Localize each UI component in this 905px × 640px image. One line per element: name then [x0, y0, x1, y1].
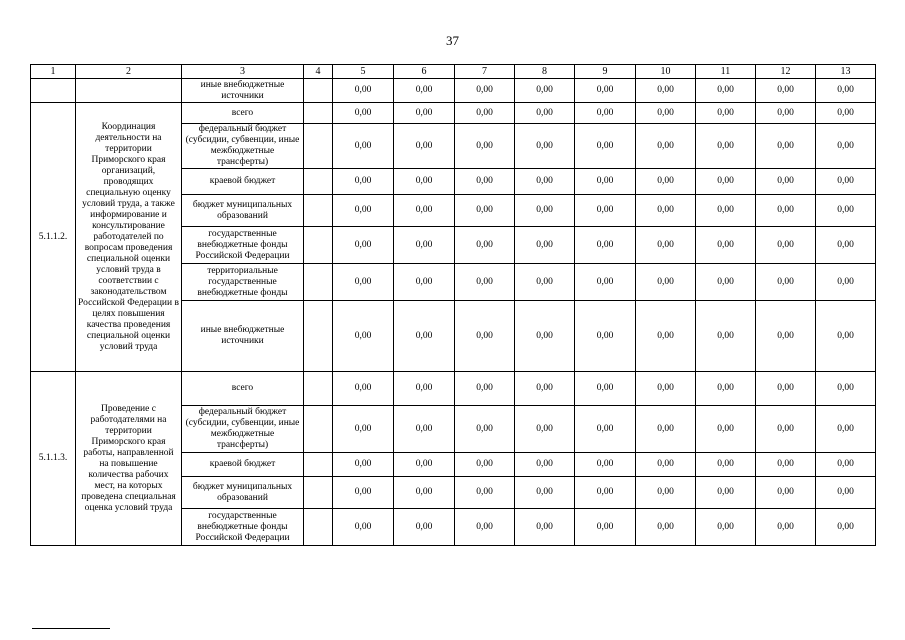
column-4-cell	[304, 169, 333, 195]
value-cell: 0,00	[816, 103, 876, 124]
value-cell: 0,00	[816, 453, 876, 477]
value-cell: 0,00	[515, 372, 575, 406]
value-cell: 0,00	[756, 169, 816, 195]
value-cell: 0,00	[455, 453, 515, 477]
column-header: 5	[333, 65, 394, 79]
value-cell: 0,00	[333, 195, 394, 227]
value-cell: 0,00	[575, 372, 636, 406]
value-cell: 0,00	[696, 509, 756, 546]
value-cell: 0,00	[696, 453, 756, 477]
column-4-cell	[304, 195, 333, 227]
code-cell	[31, 79, 76, 103]
value-cell: 0,00	[333, 301, 394, 372]
value-cell: 0,00	[575, 509, 636, 546]
footnote-rule	[32, 628, 110, 629]
value-cell: 0,00	[455, 509, 515, 546]
value-cell: 0,00	[756, 195, 816, 227]
value-cell: 0,00	[636, 406, 696, 453]
column-4-cell	[304, 124, 333, 169]
value-cell: 0,00	[816, 195, 876, 227]
value-cell: 0,00	[696, 477, 756, 509]
value-cell: 0,00	[515, 195, 575, 227]
column-header: 1	[31, 65, 76, 79]
funding-source: федеральный бюджет (субсидии, субвенции, иные межбюджетные трансферты)	[182, 406, 304, 453]
value-cell: 0,00	[575, 264, 636, 301]
value-cell: 0,00	[394, 227, 455, 264]
value-cell: 0,00	[575, 195, 636, 227]
value-cell: 0,00	[756, 406, 816, 453]
value-cell: 0,00	[756, 124, 816, 169]
column-4-cell	[304, 79, 333, 103]
value-cell: 0,00	[756, 509, 816, 546]
value-cell: 0,00	[394, 103, 455, 124]
value-cell: 0,00	[756, 453, 816, 477]
value-cell: 0,00	[333, 406, 394, 453]
value-cell: 0,00	[696, 406, 756, 453]
value-cell: 0,00	[636, 124, 696, 169]
funding-source: бюджет муниципальных образований	[182, 195, 304, 227]
value-cell: 0,00	[394, 79, 455, 103]
value-cell: 0,00	[756, 264, 816, 301]
measure-code: 5.1.1.2.	[31, 103, 76, 372]
measure-name: Координация деятельности на территории Приморского края организаций, проводящих специальную оценку условий труда, а также информирование и консультирование работодателей по вопросам проведения специальной оценки условий труда в соответствии с законодательством Российской Федерации в целях повышения качества проведения специальной оценки условий труда	[76, 103, 182, 372]
value-cell: 0,00	[394, 195, 455, 227]
value-cell: 0,00	[575, 169, 636, 195]
funding-source: краевой бюджет	[182, 453, 304, 477]
value-cell: 0,00	[636, 195, 696, 227]
funding-source: всего	[182, 103, 304, 124]
value-cell: 0,00	[515, 227, 575, 264]
funding-source: территориальные государственные внебюджетные фонды	[182, 264, 304, 301]
column-header: 10	[636, 65, 696, 79]
value-cell: 0,00	[636, 264, 696, 301]
budget-table	[30, 64, 876, 546]
value-cell: 0,00	[575, 227, 636, 264]
value-cell: 0,00	[575, 301, 636, 372]
value-cell: 0,00	[756, 477, 816, 509]
measure-code: 5.1.1.3.	[31, 372, 76, 546]
value-cell: 0,00	[756, 372, 816, 406]
value-cell: 0,00	[455, 301, 515, 372]
value-cell: 0,00	[515, 103, 575, 124]
table-row	[31, 372, 876, 406]
value-cell: 0,00	[455, 169, 515, 195]
value-cell: 0,00	[816, 264, 876, 301]
column-header: 12	[756, 65, 816, 79]
value-cell: 0,00	[696, 103, 756, 124]
value-cell: 0,00	[394, 301, 455, 372]
value-cell: 0,00	[696, 227, 756, 264]
value-cell: 0,00	[455, 227, 515, 264]
value-cell: 0,00	[816, 124, 876, 169]
funding-source: государственные внебюджетные фонды Российской Федерации	[182, 227, 304, 264]
table-row	[31, 79, 876, 103]
value-cell: 0,00	[394, 124, 455, 169]
value-cell: 0,00	[333, 103, 394, 124]
column-header: 3	[182, 65, 304, 79]
value-cell: 0,00	[575, 79, 636, 103]
value-cell: 0,00	[636, 169, 696, 195]
value-cell: 0,00	[394, 406, 455, 453]
value-cell: 0,00	[394, 509, 455, 546]
column-header: 6	[394, 65, 455, 79]
column-4-cell	[304, 372, 333, 406]
value-cell: 0,00	[455, 124, 515, 169]
value-cell: 0,00	[515, 406, 575, 453]
value-cell: 0,00	[575, 477, 636, 509]
value-cell: 0,00	[333, 264, 394, 301]
value-cell: 0,00	[455, 195, 515, 227]
value-cell: 0,00	[333, 227, 394, 264]
value-cell: 0,00	[636, 79, 696, 103]
value-cell: 0,00	[816, 509, 876, 546]
column-header: 11	[696, 65, 756, 79]
name-cell	[76, 79, 182, 103]
value-cell: 0,00	[696, 372, 756, 406]
value-cell: 0,00	[455, 264, 515, 301]
value-cell: 0,00	[816, 169, 876, 195]
column-4-cell	[304, 227, 333, 264]
column-4-cell	[304, 477, 333, 509]
value-cell: 0,00	[515, 453, 575, 477]
funding-source: бюджет муниципальных образований	[182, 477, 304, 509]
value-cell: 0,00	[696, 195, 756, 227]
value-cell: 0,00	[333, 509, 394, 546]
value-cell: 0,00	[515, 169, 575, 195]
value-cell: 0,00	[575, 103, 636, 124]
column-4-cell	[304, 264, 333, 301]
value-cell: 0,00	[515, 79, 575, 103]
value-cell: 0,00	[394, 477, 455, 509]
column-header: 2	[76, 65, 182, 79]
value-cell: 0,00	[756, 79, 816, 103]
page-number: 37	[446, 33, 459, 48]
value-cell: 0,00	[333, 169, 394, 195]
value-cell: 0,00	[636, 453, 696, 477]
value-cell: 0,00	[636, 509, 696, 546]
value-cell: 0,00	[455, 372, 515, 406]
column-number-header	[31, 65, 876, 79]
value-cell: 0,00	[394, 372, 455, 406]
value-cell: 0,00	[515, 124, 575, 169]
column-header: 7	[455, 65, 515, 79]
value-cell: 0,00	[394, 264, 455, 301]
value-cell: 0,00	[575, 406, 636, 453]
value-cell: 0,00	[636, 301, 696, 372]
value-cell: 0,00	[696, 124, 756, 169]
value-cell: 0,00	[515, 301, 575, 372]
table-body	[31, 65, 876, 546]
value-cell: 0,00	[515, 477, 575, 509]
funding-source: всего	[182, 372, 304, 406]
value-cell: 0,00	[394, 169, 455, 195]
value-cell: 0,00	[455, 406, 515, 453]
value-cell: 0,00	[696, 264, 756, 301]
value-cell: 0,00	[333, 477, 394, 509]
funding-source: иные внебюджетные источники	[182, 79, 304, 103]
value-cell: 0,00	[756, 301, 816, 372]
column-4-cell	[304, 406, 333, 453]
funding-source: иные внебюджетные источники	[182, 301, 304, 372]
value-cell: 0,00	[394, 453, 455, 477]
value-cell: 0,00	[696, 169, 756, 195]
value-cell: 0,00	[575, 124, 636, 169]
value-cell: 0,00	[816, 227, 876, 264]
funding-source: краевой бюджет	[182, 169, 304, 195]
value-cell: 0,00	[816, 372, 876, 406]
value-cell: 0,00	[816, 79, 876, 103]
column-4-cell	[304, 509, 333, 546]
value-cell: 0,00	[515, 509, 575, 546]
funding-source: федеральный бюджет (субсидии, субвенции, иные межбюджетные трансферты)	[182, 124, 304, 169]
column-header: 9	[575, 65, 636, 79]
column-4-cell	[304, 103, 333, 124]
value-cell: 0,00	[636, 227, 696, 264]
value-cell: 0,00	[696, 79, 756, 103]
value-cell: 0,00	[455, 477, 515, 509]
value-cell: 0,00	[816, 406, 876, 453]
column-4-cell	[304, 301, 333, 372]
measure-name: Проведение с работодателями на территории Приморского края работы, направленной на повышение количества рабочих мест, на которых проведена специальная оценка условий труда	[76, 372, 182, 546]
value-cell: 0,00	[455, 79, 515, 103]
value-cell: 0,00	[333, 453, 394, 477]
value-cell: 0,00	[333, 124, 394, 169]
value-cell: 0,00	[455, 103, 515, 124]
value-cell: 0,00	[575, 453, 636, 477]
value-cell: 0,00	[636, 103, 696, 124]
funding-source: государственные внебюджетные фонды Российской Федерации	[182, 509, 304, 546]
column-4-cell	[304, 453, 333, 477]
column-header: 4	[304, 65, 333, 79]
value-cell: 0,00	[816, 301, 876, 372]
value-cell: 0,00	[696, 301, 756, 372]
value-cell: 0,00	[756, 227, 816, 264]
value-cell: 0,00	[636, 372, 696, 406]
value-cell: 0,00	[636, 477, 696, 509]
value-cell: 0,00	[333, 372, 394, 406]
table-row	[31, 103, 876, 124]
value-cell: 0,00	[756, 103, 816, 124]
value-cell: 0,00	[333, 79, 394, 103]
column-header: 8	[515, 65, 575, 79]
value-cell: 0,00	[816, 477, 876, 509]
column-header: 13	[816, 65, 876, 79]
value-cell: 0,00	[515, 264, 575, 301]
